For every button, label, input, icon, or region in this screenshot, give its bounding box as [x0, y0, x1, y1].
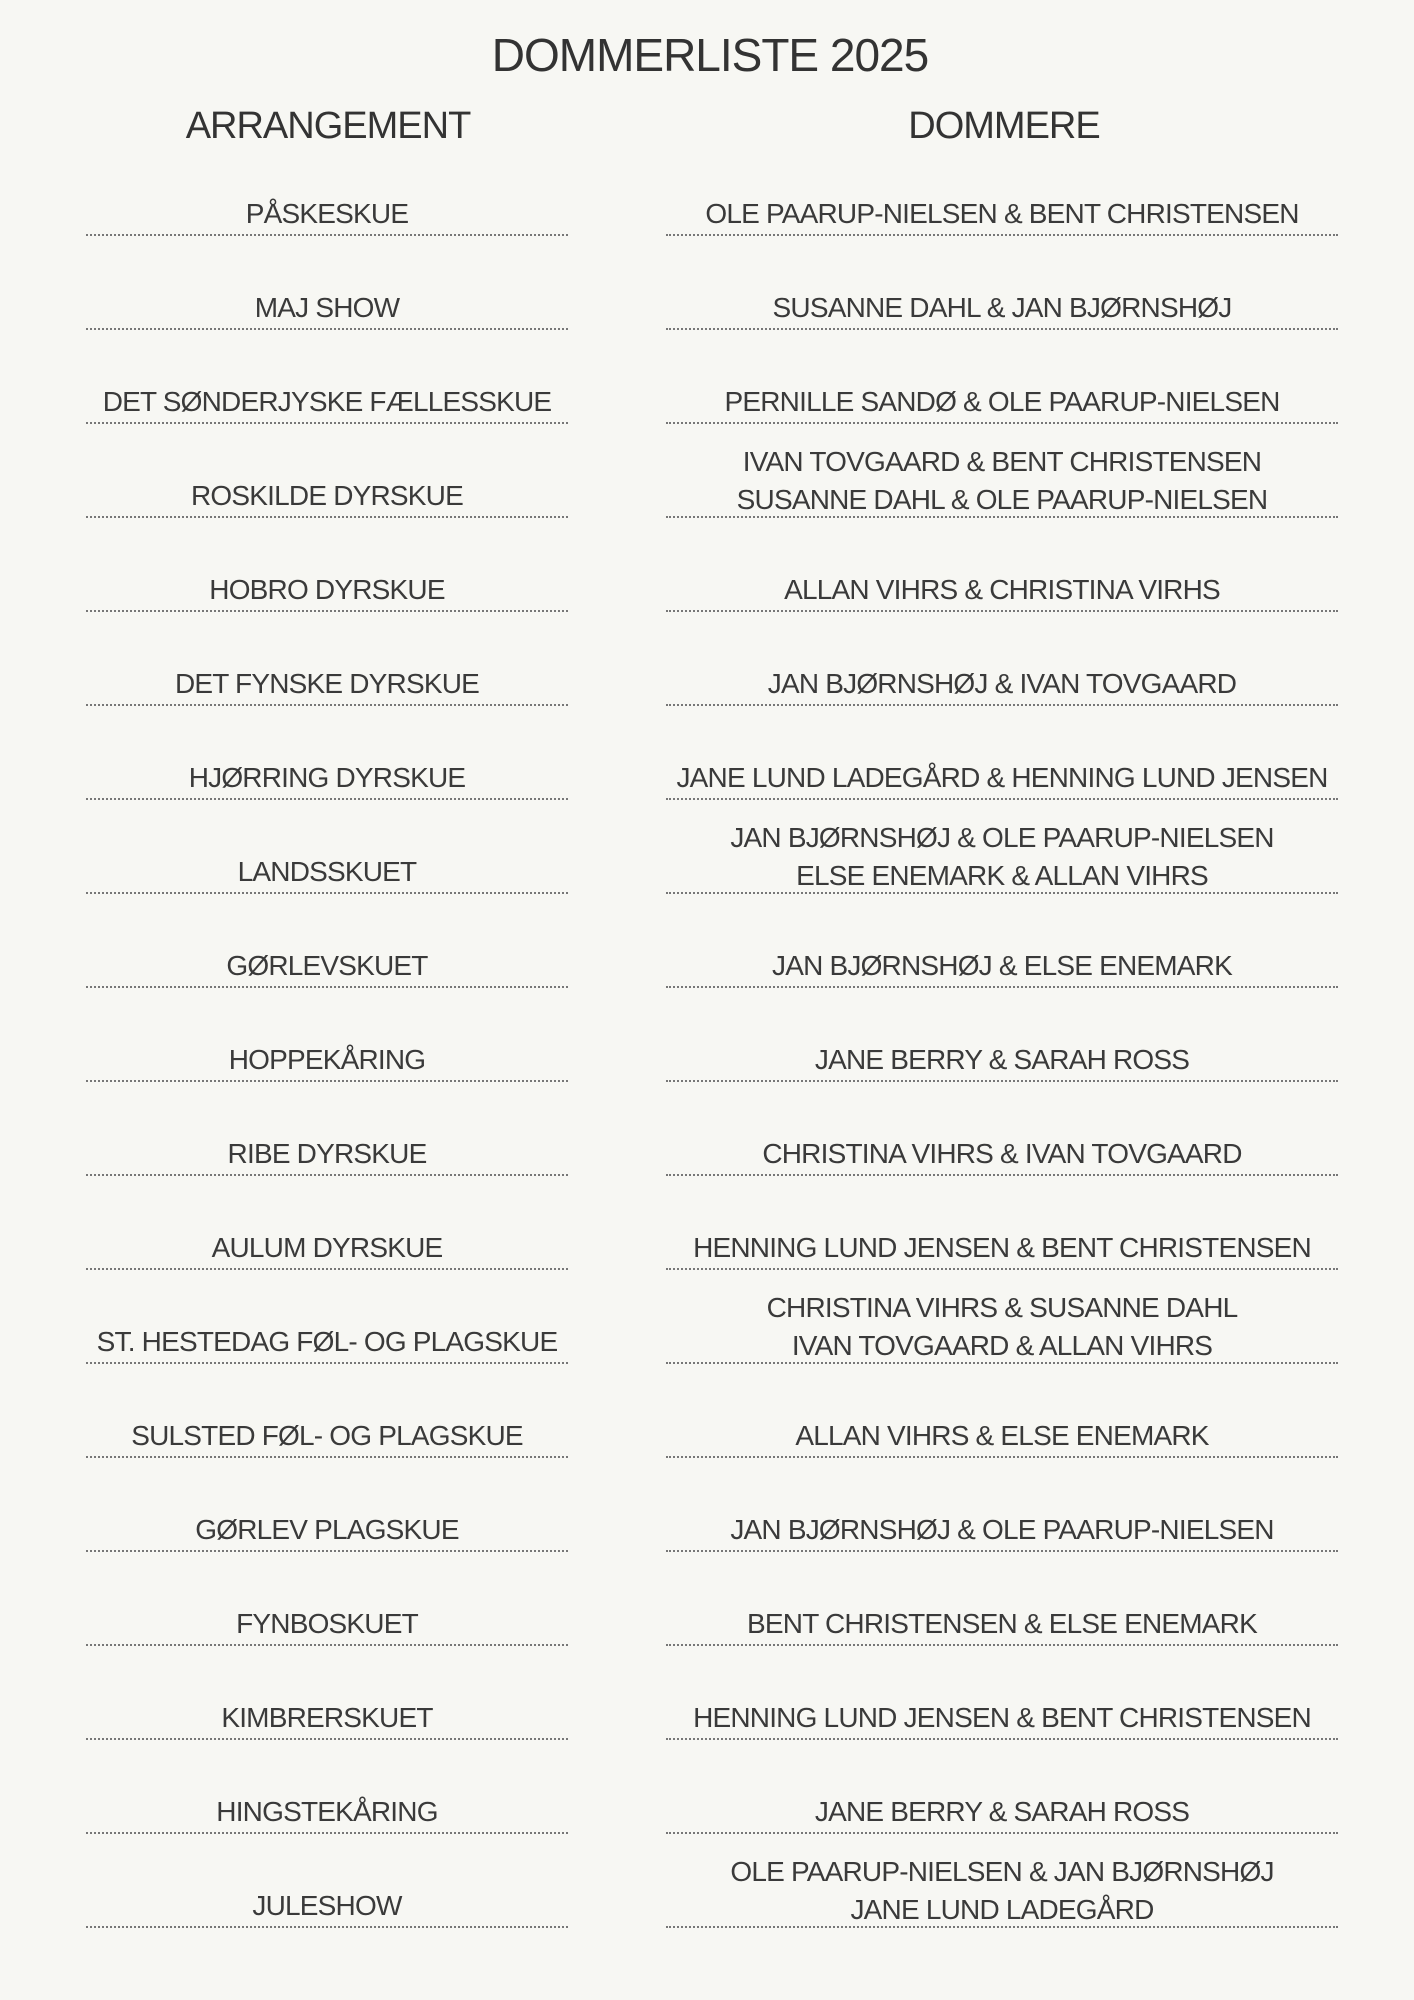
judge-names: BENT CHRISTENSEN & ELSE ENEMARK: [747, 1608, 1257, 1639]
event-name: HOPPEKÅRING: [228, 1044, 426, 1075]
event-name: RIBE DYRSKUE: [227, 1138, 427, 1169]
column-header-judges: DOMMERE: [908, 105, 1100, 147]
event-name: KIMBRERSKUET: [221, 1702, 433, 1733]
judge-names: SUSANNE DAHL & JAN BJØRNSHØJ: [772, 292, 1232, 323]
judge-names: HENNING LUND JENSEN & BENT CHRISTENSEN: [693, 1702, 1311, 1733]
event-name: GØRLEV PLAGSKUE: [195, 1514, 459, 1545]
event-name: MAJ SHOW: [254, 292, 400, 323]
judge-names: JANE LUND LADEGÅRD: [850, 1894, 1154, 1925]
judge-names: HENNING LUND JENSEN & BENT CHRISTENSEN: [693, 1232, 1311, 1263]
event-cell: [86, 1846, 568, 1928]
event-name: FYNBOSKUET: [236, 1608, 418, 1639]
page-title: DOMMERLISTE 2025: [491, 29, 929, 81]
judge-names: PERNILLE SANDØ & OLE PAARUP-NIELSEN: [724, 386, 1280, 417]
judge-names: JAN BJØRNSHØJ & IVAN TOVGAARD: [767, 668, 1237, 699]
judges-cell: [666, 1846, 1338, 1928]
event-name: HOBRO DYRSKUE: [209, 574, 445, 605]
judge-names: ELSE ENEMARK & ALLAN VIHRS: [796, 860, 1208, 891]
event-name: SULSTED FØL- OG PLAGSKUE: [131, 1420, 523, 1451]
event-name: PÅSKESKUE: [245, 198, 409, 229]
event-name: GØRLEVSKUET: [226, 950, 428, 981]
column-header-event: ARRANGEMENT: [185, 105, 471, 147]
event-name: ROSKILDE DYRSKUE: [191, 480, 463, 511]
judge-names: ALLAN VIHRS & ELSE ENEMARK: [795, 1420, 1209, 1451]
judge-names: JANE BERRY & SARAH ROSS: [814, 1044, 1190, 1075]
judge-names: SUSANNE DAHL & OLE PAARUP-NIELSEN: [736, 484, 1268, 515]
event-name: LANDSSKUET: [237, 856, 417, 887]
judge-names: JAN BJØRNSHØJ & OLE PAARUP-NIELSEN: [730, 1514, 1274, 1545]
judge-names: OLE PAARUP-NIELSEN & BENT CHRISTENSEN: [705, 198, 1299, 229]
judge-names: JAN BJØRNSHØJ & OLE PAARUP-NIELSEN: [730, 822, 1274, 853]
event-name: DET SØNDERJYSKE FÆLLESSKUE: [102, 386, 552, 417]
event-name: HJØRRING DYRSKUE: [188, 762, 466, 793]
event-name: DET FYNSKE DYRSKUE: [174, 668, 480, 699]
event-name: JULESHOW: [252, 1890, 402, 1921]
event-name: ST. HESTEDAG FØL- OG PLAGSKUE: [96, 1326, 558, 1357]
judge-names: JAN BJØRNSHØJ & ELSE ENEMARK: [772, 950, 1232, 981]
judge-names: ALLAN VIHRS & CHRISTINA VIRHS: [784, 574, 1220, 605]
judge-names: CHRISTINA VIHRS & IVAN TOVGAARD: [762, 1138, 1242, 1169]
event-name: HINGSTEKÅRING: [216, 1796, 438, 1827]
judge-names: OLE PAARUP-NIELSEN & JAN BJØRNSHØJ: [730, 1856, 1274, 1887]
judge-names: JANE LUND LADEGÅRD & HENNING LUND JENSEN: [676, 762, 1328, 793]
event-name: AULUM DYRSKUE: [211, 1232, 443, 1263]
judge-names: JANE BERRY & SARAH ROSS: [814, 1796, 1190, 1827]
judge-names: CHRISTINA VIHRS & SUSANNE DAHL: [766, 1292, 1238, 1323]
judge-names: IVAN TOVGAARD & ALLAN VIHRS: [791, 1330, 1213, 1361]
judge-names: IVAN TOVGAARD & BENT CHRISTENSEN: [742, 446, 1262, 477]
